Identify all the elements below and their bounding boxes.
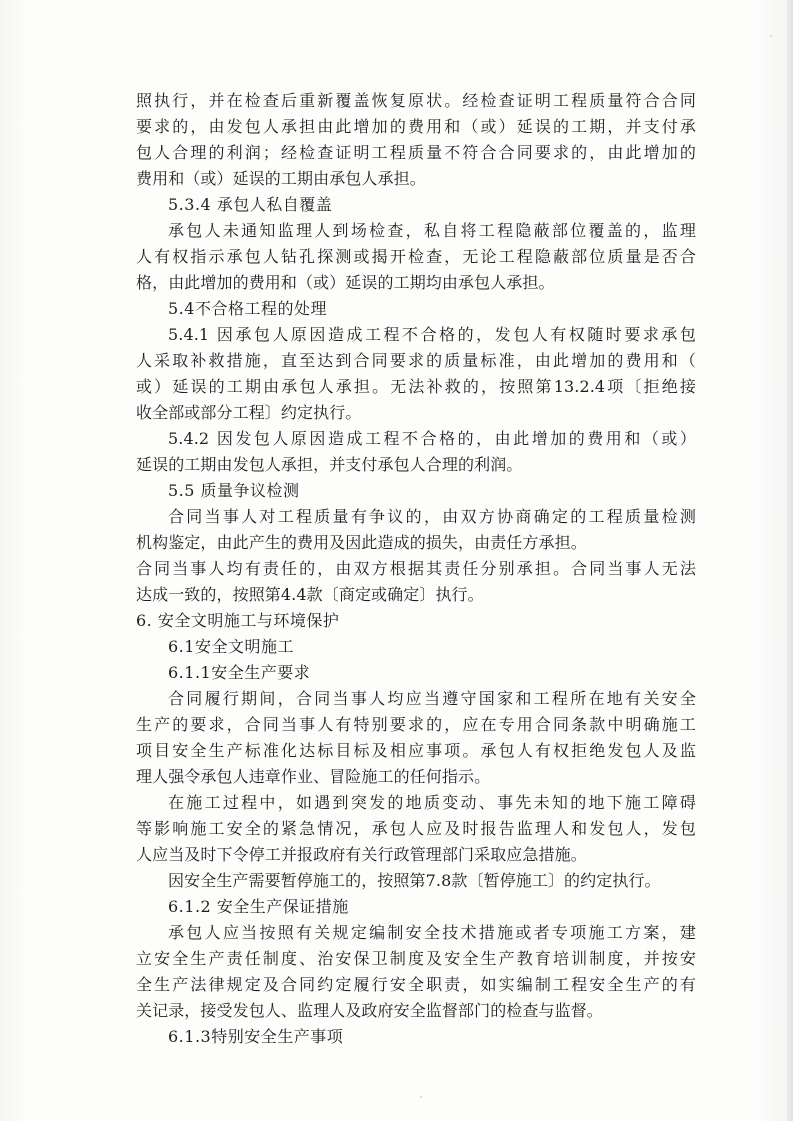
section-heading-5-3-4: 5.3.4 承包人私自覆盖 (168, 195, 333, 214)
section-heading-6-1-2: 6.1.2 安全生产保证措施 (168, 897, 349, 916)
body-line: 等影响施工安全的紧急情况，承包人应及时报告监理人和发包人，发包 (136, 819, 696, 838)
body-line: 立安全生产责任制度、治安保卫制度及安全生产教育培训制度，并按安 (136, 949, 696, 968)
body-line: 承包人应当按照有关规定编制安全技术措施或者专项施工方案，建 (168, 923, 696, 942)
body-line: 要求的，由发包人承担由此增加的费用和（或）延误的工期，并支付承 (136, 117, 696, 136)
body-line: 人有权指示承包人钻孔探测或揭开检查，无论工程隐蔽部位质量是否合 (136, 247, 696, 266)
body-line: 因安全生产需要暂停施工的，按照第7.8款〔暂停施工〕的约定执行。 (168, 871, 661, 890)
section-heading-5-4: 5.4不合格工程的处理 (168, 299, 327, 318)
body-line: 格，由此增加的费用和（或）延误的工期均由承包人承担。 (136, 273, 555, 292)
body-line: 5.4.2 因发包人原因造成工程不合格的，由此增加的费用和（或） (168, 429, 696, 448)
body-line: 理人强令承包人违章作业、冒险施工的任何指示。 (136, 767, 491, 786)
body-line: 合同当事人对工程质量有争议的，由双方协商确定的工程质量检测 (168, 507, 696, 526)
body-line: 机构鉴定，由此产生的费用及因此造成的损失，由责任方承担。 (136, 533, 587, 552)
body-line: 全生产法律规定及合同约定履行安全职责，如实编制工程安全生产的有 (136, 975, 696, 994)
scan-edge-shadow (787, 0, 793, 1121)
body-line: 达成一致的，按照第4.4款〔商定或确定〕执行。 (136, 585, 484, 604)
body-line: 5.4.1 因承包人原因造成工程不合格的，发包人有权随时要求承包 (168, 325, 696, 344)
body-line: 收全部或部分工程〕约定执行。 (136, 403, 362, 422)
body-line: 人采取补救措施，直至达到合同要求的质量标准，由此增加的费用和（ (136, 351, 696, 370)
body-line: 合同履行期间，合同当事人均应当遵守国家和工程所在地有关安全 (168, 689, 696, 708)
section-heading-6-1-1: 6.1.1安全生产要求 (168, 663, 311, 682)
section-heading-5-5: 5.5 质量争议检测 (168, 481, 300, 500)
body-line: 项目安全生产标准化达标目标及相应事项。承包人有权拒绝发包人及监 (136, 741, 696, 760)
section-heading-6: 6. 安全文明施工与环境保护 (136, 611, 340, 630)
section-heading-6-1: 6.1安全文明施工 (168, 637, 294, 656)
body-line: 或）延误的工期由承包人承担。无法补救的，按照第13.2.4项〔拒绝接 (136, 377, 696, 396)
body-line: 生产的要求，合同当事人有特别要求的，应在专用合同条款中明确施工 (136, 715, 696, 734)
body-line: 在施工过程中，如遇到突发的地质变动、事先未知的地下施工障碍 (168, 793, 696, 812)
body-line: 人应当及时下令停工并报政府有关行政管理部门采取应急措施。 (136, 845, 587, 864)
body-line: 照执行，并在检查后重新覆盖恢复原状。经检查证明工程质量符合合同 (136, 91, 696, 110)
body-line: 合同当事人均有责任的，由双方根据其责任分别承担。合同当事人无法 (136, 559, 696, 578)
body-line: 承包人未通知监理人到场检查，私自将工程隐蔽部位覆盖的，监理 (168, 221, 696, 240)
body-line: 关记录，接受发包人、监理人及政府安全监督部门的检查与监督。 (136, 1001, 603, 1020)
section-heading-6-1-3: 6.1.3特别安全生产事项 (168, 1027, 344, 1046)
body-line: 包人合理的利润；经检查证明工程质量不符合合同要求的，由此增加的 (136, 143, 696, 162)
body-line: 费用和（或）延误的工期由承包人承担。 (136, 169, 426, 188)
scan-speck (420, 1096, 422, 1098)
body-line: 延误的工期由发包人承担，并支付承包人合理的利润。 (136, 455, 523, 474)
scan-speck (770, 35, 772, 37)
document-body (136, 88, 696, 1050)
